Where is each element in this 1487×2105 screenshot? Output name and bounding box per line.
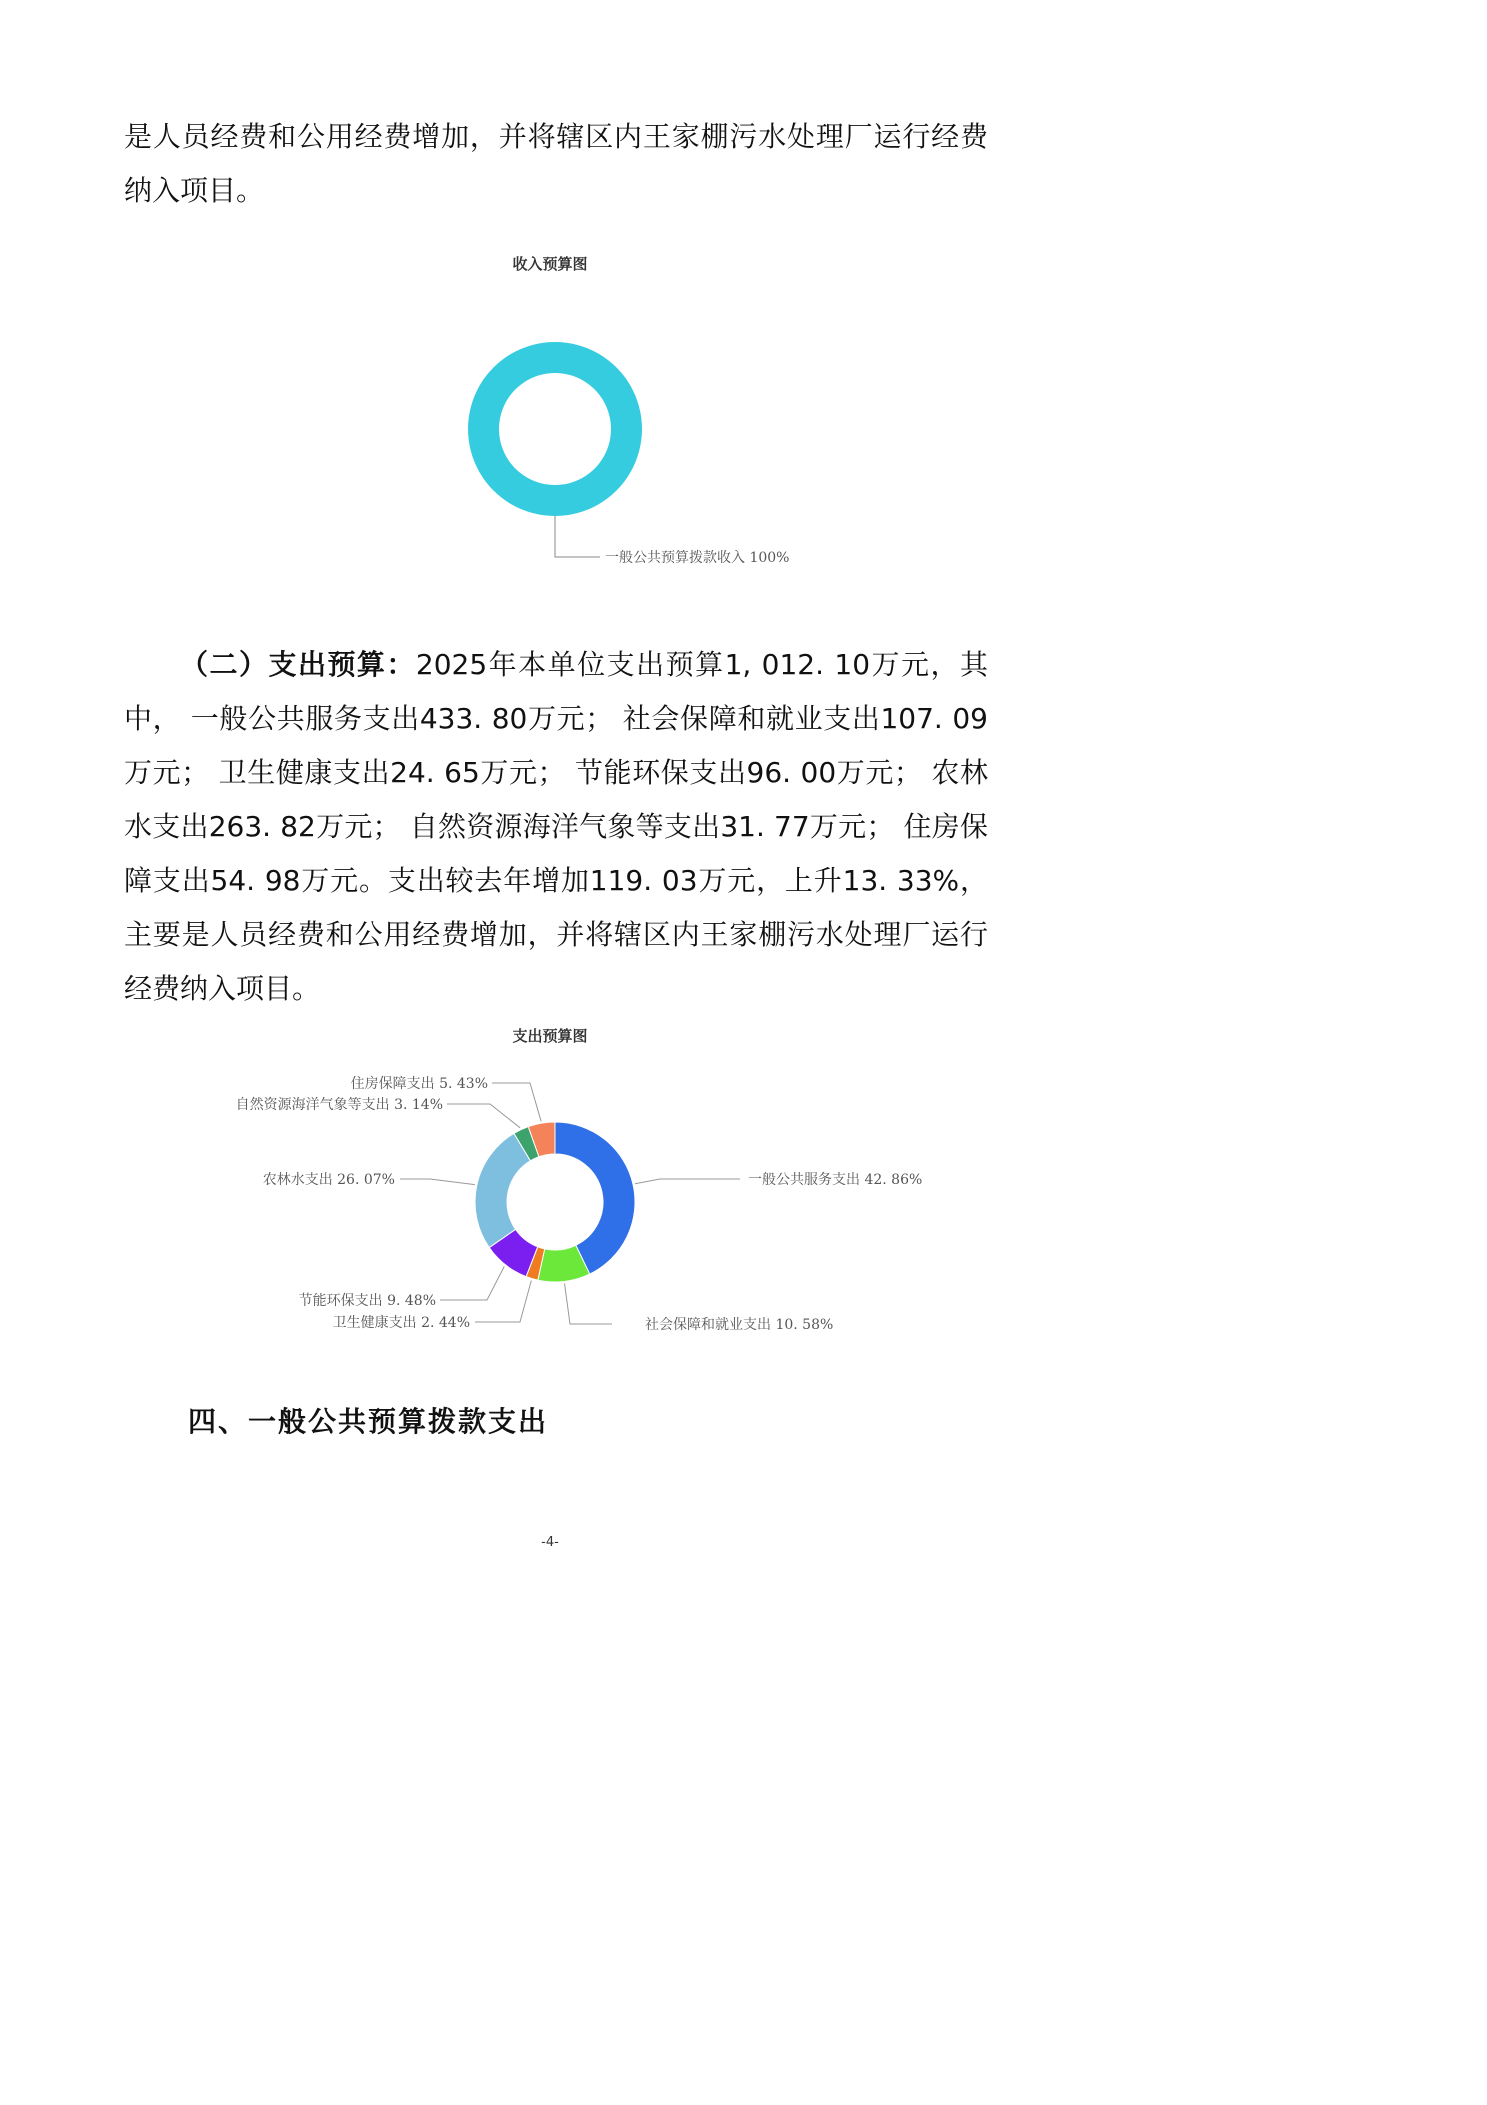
page-number: -4- (541, 1535, 559, 1550)
expense-slice-label: 自然资源海洋气象等支出 3. 14% (235, 1097, 443, 1113)
expense-leader-line (440, 1266, 504, 1300)
expense-leader-line (400, 1179, 475, 1185)
expense-slice-label: 社会保障和就业支出 10. 58% (645, 1317, 834, 1333)
section-four-heading: 四、一般公共预算拨款支出 (188, 1405, 549, 1438)
expense-slice-label: 节能环保支出 9. 48% (298, 1293, 436, 1309)
income-chart-title: 收入预算图 (512, 255, 588, 273)
expense-leader-line (492, 1083, 541, 1121)
income-leader-line (555, 516, 600, 557)
expense-chart-title: 支出预算图 (512, 1027, 588, 1045)
expense-leader-line (635, 1179, 740, 1184)
income-slice-label: 一般公共预算拨款收入 100% (605, 550, 790, 566)
expense-slice-label: 农林水支出 26. 07% (262, 1172, 395, 1188)
intro-text: 是人员经费和公用经费增加，并将辖区内王家棚污水处理厂运行经费纳入项目。 (124, 120, 988, 207)
expense-slice (475, 1133, 530, 1247)
expense-paragraph (124, 638, 988, 1016)
expense-body: 2025年本单位支出预算1, 012. 10万元，其中， 一般公共服务支出433. 80万元； 社会保障和就业支出107. 09万元； 卫生健康支出24. 65万元； 节能环保支出96. 00万元； 农林水支出263. 82万元； 自然资源海洋气象等支出31. 77万元； 住房保障支出54. 98万元。支出较去年增加119. 03万元，上升13. 33%，主要是人员经费和公用经费增加，并将辖区内王家棚污水处理厂运行经费纳入项目。 (124, 648, 988, 1005)
expense-heading: （二）支出预算： (180, 648, 416, 681)
expense-slice-label: 一般公共服务支出 42. 86% (748, 1172, 923, 1188)
income-slice (468, 342, 642, 516)
expense-chart (0, 1040, 1100, 1360)
intro-paragraph (124, 110, 988, 218)
expense-leader-line (447, 1104, 520, 1128)
expense-leader-line (475, 1281, 531, 1322)
income-chart (0, 300, 1100, 620)
expense-slice-label: 住房保障支出 5. 43% (350, 1076, 488, 1092)
expense-slice-label: 卫生健康支出 2. 44% (332, 1315, 470, 1331)
expense-leader-line (565, 1283, 612, 1324)
